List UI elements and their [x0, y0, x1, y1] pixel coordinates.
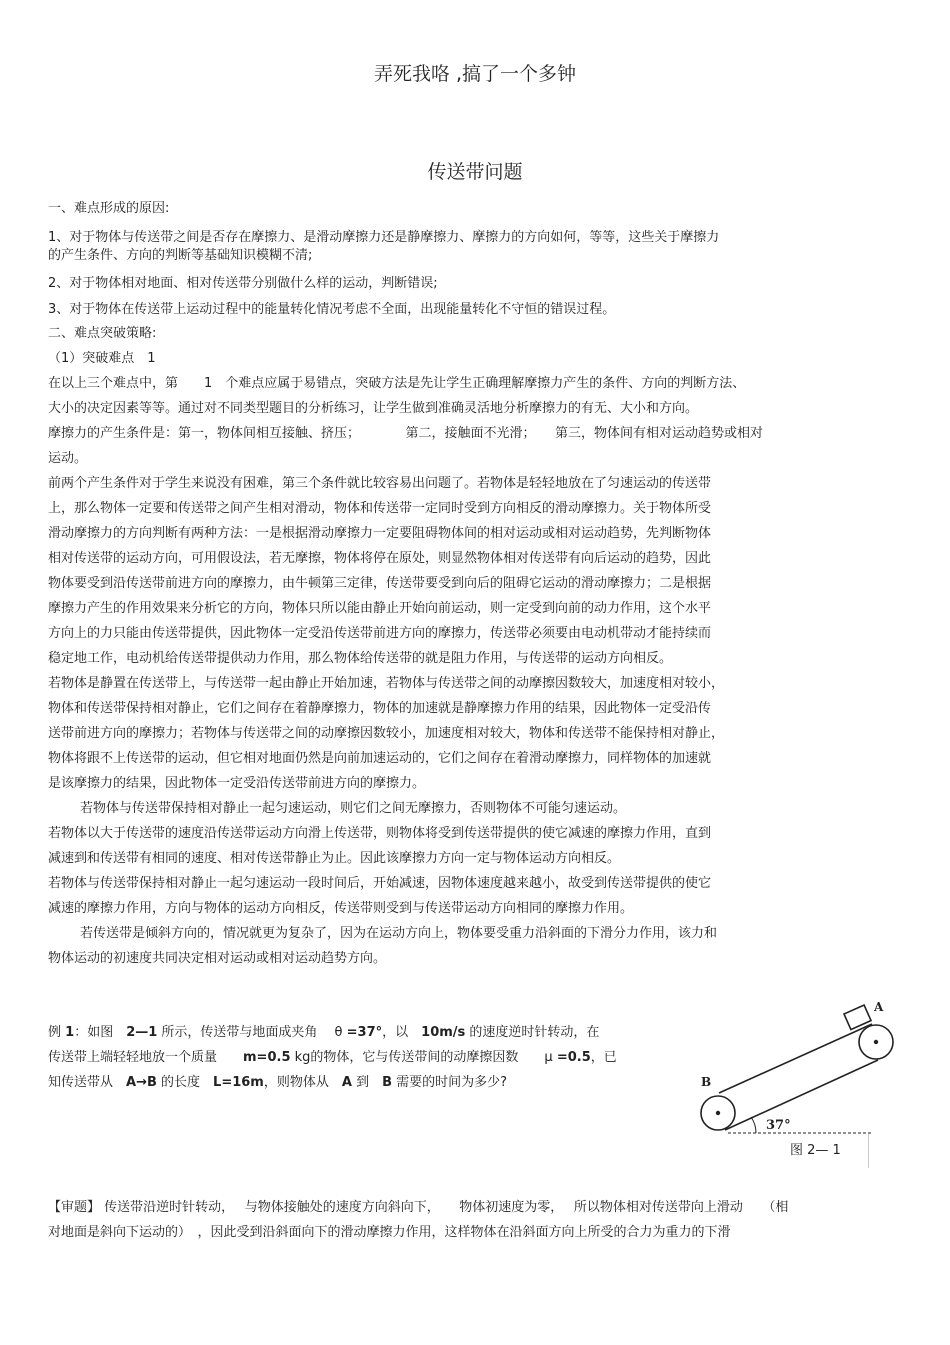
paragraph-line: 前两个产生条件对于学生来说没有困难，第三个条件就比较容易出问题了。若物体是轻轻地放在了匀速运动的传送带 [48, 476, 712, 491]
paragraph-line: 3、对于物体在传送带上运动过程中的能量转化情况考虑不全面，出现能量转化不守恒的错误过程。 [48, 302, 616, 317]
paragraph-line: 滑动摩擦力的方向判断有两种方法：一是根据滑动摩擦力一定要阻碍物体间的相对运动或相对运动趋势，先判断物体 [48, 526, 712, 541]
paragraph-line: 1、对于物体与传送带之间是否存在摩擦力、是滑动摩擦力还是静摩擦力、摩擦力的方向如何，等等，这些关于摩擦力 [48, 230, 720, 245]
paragraph-line: 送带前进方向的摩擦力；若物体与传送带之间的动摩擦因数较小，加速度相对较大，物体和传送带不能保持相对静止， [48, 726, 725, 741]
example-line-3: 知传送带从 A→B 的长度 L=16m，则物体从 A 到 B 需要的时间为多少? [48, 1075, 508, 1090]
paragraph-line: 减速到和传送带有相同的速度、相对传送带静止为止。因此该摩擦力方向一定与物体运动方向相反。 [48, 851, 621, 866]
paragraph-line: 物体运动的初速度共同决定相对运动或相对运动趋势方向。 [48, 951, 387, 966]
paragraph-line: 运动。 [48, 451, 88, 466]
example-line-2: 传送带上端轻轻地放一个质量 m=0.5 kg的物体，它与传送带间的动摩擦因数 μ =0.5，已 [48, 1050, 617, 1065]
document-title: 传送带问题 [427, 161, 523, 183]
paragraph-line: 若传送带是倾斜方向的，情况就更为复杂了，因为在运动方向上，物体要受重力沿斜面的下滑分力作用，该力和 [80, 926, 718, 941]
paragraph-line: 稳定地工作，电动机给传送带提供动力作用，那么物体给传送带的就是阻力作用，与传送带的运动方向相反。 [48, 651, 673, 666]
paragraph-line: 若物体与传送带保持相对静止一起匀速运动，则它们之间无摩擦力，否则物体不可能匀速运动。 [80, 801, 627, 816]
paragraph-line: 若物体与传送带保持相对静止一起匀速运动一段时间后，开始减速，因物体速度越来越小，故受到传送带提供的使它 [48, 876, 712, 891]
paragraph-line: 若物体是静置在传送带上，与传送带一起由静止开始加速，若物体与传送带之间的动摩擦因数较大，加速度相对较小， [48, 676, 725, 691]
paragraph-line: 上，那么物体一定要和传送带之间产生相对滑动，物体和传送带一定同时受到方向相反的滑动摩擦力。关于物体所受 [48, 501, 712, 516]
paragraph-line: 摩擦力产生的作用效果来分析它的方向，物体只所以能由静止开始向前运动，则一定受到向前的动力作用，这个水平 [48, 601, 712, 616]
paragraph-line: 相对传送带的运动方向，可用假设法，若无摩擦，物体将停在原处，则显然物体相对传送带有向后运动的趋势，因此 [48, 551, 712, 566]
figure-caption: 图 2— 1 [790, 1143, 841, 1158]
pulley-a [859, 1025, 893, 1059]
paragraph-line: 物体将跟不上传送带的运动，但它相对地面仍然是向前加速运动的，它们之间存在着滑动摩擦力，同样物体的加速就 [48, 751, 712, 766]
paragraph-line: 2、对于物体相对地面、相对传送带分别做什么样的运动，判断错误; [48, 276, 438, 291]
label-b: B [701, 1075, 712, 1089]
example-line-1: 例 1：如图 2—1 所示，传送带与地面成夹角 θ =37°，以 10m/s 的速度逆时针转动，在 [48, 1025, 600, 1040]
conveyor-belt-diagram [698, 996, 900, 1146]
incline-belt [719, 1024, 878, 1130]
paragraph-line: 大小的决定因素等等。通过对不同类型题目的分析练习，让学生做到准确灵活地分析摩擦力的有无、大小和方向。 [48, 401, 699, 416]
paragraph-line: 方向上的力只能由传送带提供，因此物体一定受沿传送带前进方向的摩擦力，传送带必须要由电动机带动才能持续而 [48, 626, 712, 641]
paragraph-line: 在以上三个难点中，第 1 个难点应属于易错点，突破方法是先让学生正确理解摩擦力产生的条件、方向的判断方法、 [48, 376, 746, 391]
paragraph-line: 的产生条件、方向的判断等基础知识模糊不清; [48, 248, 313, 263]
angle-arc [751, 1117, 756, 1133]
label-a: A [874, 1000, 884, 1014]
paragraph-line: 摩擦力的产生条件是：第一，物体间相互接触、挤压； 第二，接触面不光滑； 第三，物体间有相对运动趋势或相对 [48, 426, 764, 441]
analysis-line-1: 【审题】 传送带沿逆时针转动， 与物体接触处的速度方向斜向下， 物体初速度为零， 所以物体相对传送带向上滑动 （相 [48, 1200, 789, 1215]
pulley-b [701, 1096, 735, 1130]
header-title: 弄死我咯 ,搞了一个多钟 [373, 63, 577, 85]
paragraph-line: 减速的摩擦力作用，方向与物体的运动方向相反，传送带则受到与传送带运动方向相同的摩擦力作用。 [48, 901, 634, 916]
caption-divider [868, 1134, 869, 1168]
section-heading-1: 一、难点形成的原因: [48, 201, 170, 216]
paragraph-line: 若物体以大于传送带的速度沿传送带运动方向滑上传送带，则物体将受到传送带提供的使它减速的摩擦力作用，直到 [48, 826, 712, 841]
paragraph-line: 物体和传送带保持相对静止，它们之间存在着静摩擦力，物体的加速就是静摩擦力作用的结果，因此物体一定受沿传 [48, 701, 712, 716]
analysis-line-2: 对地面是斜向下运动的） ，因此受到沿斜面向下的滑动摩擦力作用，这样物体在沿斜面方向上所受的合力为重力的下滑 [48, 1225, 731, 1240]
section-heading-2: 二、难点突破策略: [48, 326, 157, 341]
paragraph-line: 物体要受到沿传送带前进方向的摩擦力，由牛顿第三定律，传送带要受到向后的阻碍它运动的滑动摩擦力；二是根据 [48, 576, 712, 591]
subsection-heading: （1）突破难点 1 [48, 351, 156, 366]
angle-label: 37° [766, 1118, 791, 1133]
paragraph-line: 是该摩擦力的结果，因此物体一定受沿传送带前进方向的摩擦力。 [48, 776, 426, 791]
